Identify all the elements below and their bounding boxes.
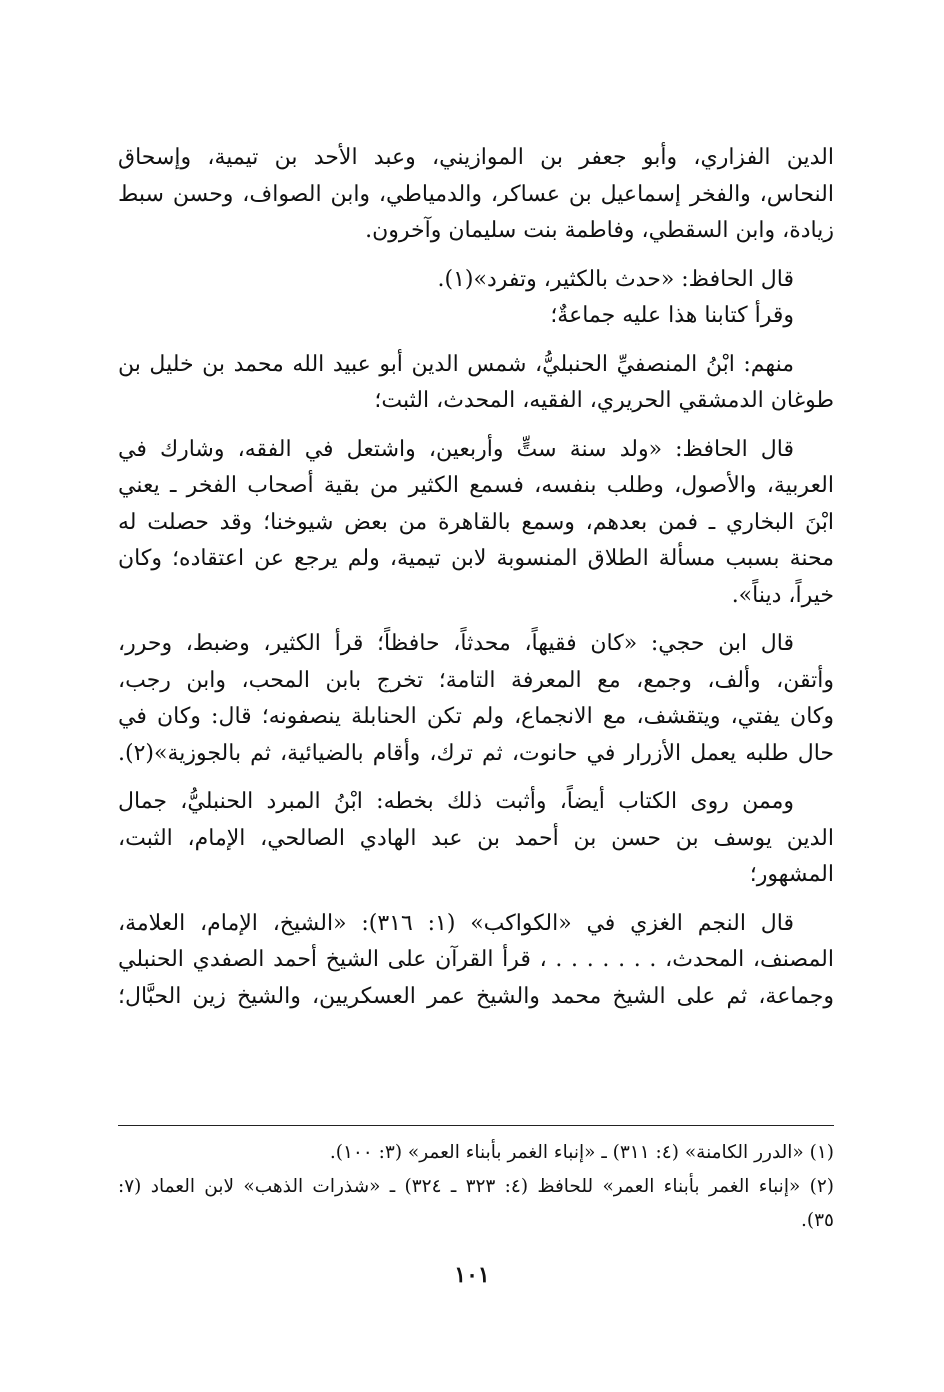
text-line: منهم: ابْنُ المنصفيِّ الحنبليُّ، شمس الدين أبو عبيد الله محمد بن خليل بن [118,351,794,377]
text-line: الدين يوسف بن حسن بن أحمد بن عبد الهادي الصالحي، الإمام، الثبت، [118,825,834,851]
text-line: المشهور؛ [749,862,834,887]
text-line: زيادة، وابن السقطي، وفاطمة بنت سليمان وآخرون. [365,218,834,243]
text-line: وجماعة، ثم على الشيخ محمد والشيخ عمر العسكريين، والشيخ زين الحبَّال؛ [118,983,834,1009]
footnote-separator [118,1125,834,1126]
text-line: ابْنَ البخاري ـ فمن بعدهم، وسمع بالقاهرة من بعض شيوخنا؛ وقد حصلت له [118,509,834,535]
text-line: قال الحافظ: «حدث بالكثير، وتفرد»(١). [437,266,794,292]
main-text [118,140,834,1015]
text-line: العربية، والأصول، وطلب بنفسه، فسمع الكثير من بقية أصحاب الفخر ـ يعني [118,473,834,498]
text-line: محنة بسبب مسألة الطلاق المنسوبة لابن تيمية، ولم يرجع عن اعتقاده؛ وكان [118,546,834,571]
text-line: طوغان الدمشقي الحريري، الفقيه، المحدث، الثبت؛ [374,388,834,413]
text-line: قال ابن حجي: «كان فقيهاً، محدثاً، حافظاً؛ قرأ الكثير، وضبط، وحرر، [118,631,794,656]
text-line: النحاس، والفخر إسماعيل بن عساكر، والدمياطي، وابن الصواف، وحسن سبط [118,181,834,207]
text-line: وقرأ كتابنا هذا عليه جماعةٌ؛ [550,303,794,328]
text-line: قال الحافظ: «ولد سنة ستٍّ وأربعين، واشتعل في الفقه، وشارك في [118,436,794,462]
text-line: قال النجم الغزي في «الكواكب» (١: ٣١٦): «الشيخ، الإمام، العلامة، [118,910,795,936]
footnote-line: (٢) «إنباء الغمر بأبناء العمر» للحافظ (٤: ٣٢٣ ـ ٣٢٤) ـ «شذرات الذهب» لابن العماد (٧: [118,1176,834,1197]
footnote-line: ٣٥). [801,1210,834,1231]
footnotes [118,1136,834,1238]
text-line: وأتقن، وألف، وجمع، مع المعرفة التامة؛ تخرج بابن المحب، وابن رجب، [118,667,834,693]
footnote-line: (١) «الدرر الكامنة» (٤: ٣١١) ـ «إنباء الغمر بأبناء العمر» (٣: ١٠٠). [329,1142,834,1163]
text-line: المصنف، المحدث، . . . . . . . ، قرأ القرآن على الشيخ أحمد الصفدي الحنبلي [118,947,834,972]
text-line: الدين الفزاري، وأبو جعفر بن الموازيني، وعبد الأحد بن تيمية، وإسحاق [118,145,834,170]
text-line: حال طلبه يعمل الأزرار في حانوت، ثم ترك، وأقام بالضيائية، ثم بالجوزية»(٢). [118,740,834,766]
page-number: ١٠١ [454,1262,490,1288]
text-line: خيراً، ديناً». [731,582,834,608]
text-line: وممن روى الكتاب أيضاً، وأثبت ذلك بخطه: ابْنُ المبرد الحنبليُّ، جمال [118,789,794,814]
text-line: وكان يفتي، ويتقشف، مع الانجماع، ولم تكن الحنابلة ينصفونه؛ قال: وكان في [118,704,834,729]
